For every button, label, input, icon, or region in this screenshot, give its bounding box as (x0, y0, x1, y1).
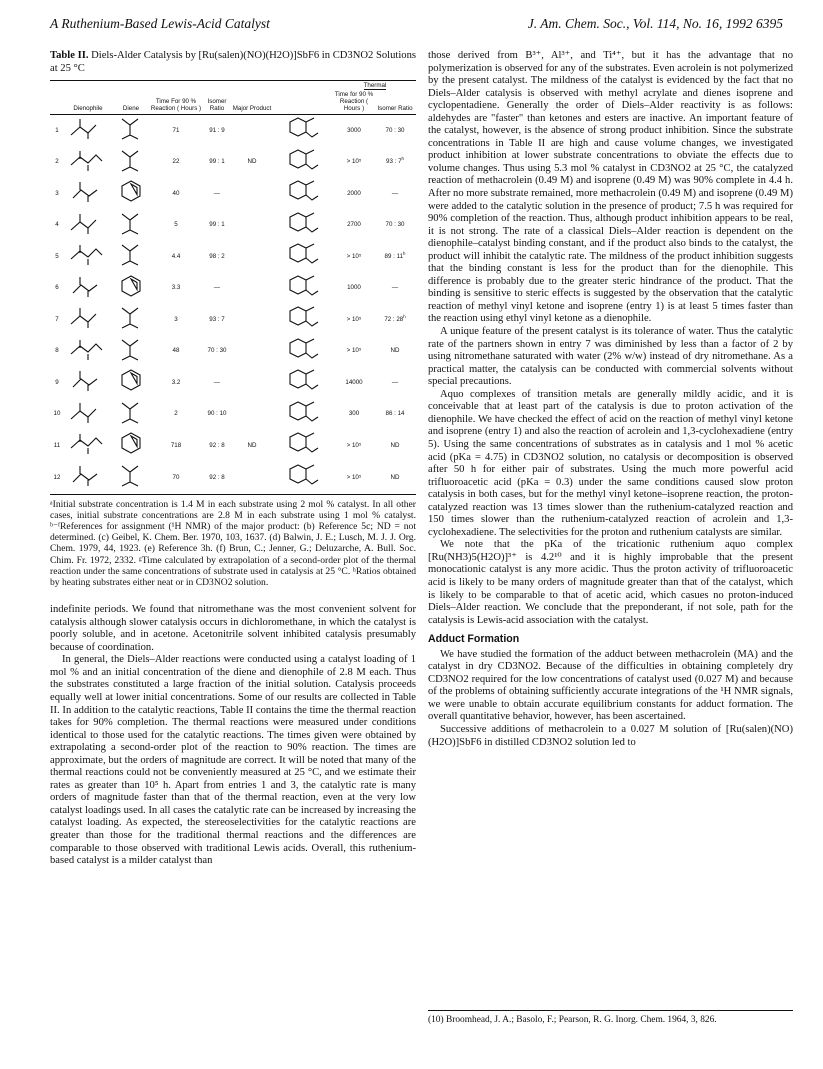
col-cat-time: Time For 90 % Reaction ( Hours ) (150, 90, 202, 115)
dienophile-structure (68, 367, 108, 393)
running-title: A Ruthenium-Based Lewis-Acid Catalyst (50, 16, 270, 31)
catalytic-isomer-ratio: 90 : 10 (207, 410, 227, 418)
diene-cell (112, 336, 150, 368)
dienophile-cell (64, 178, 112, 210)
entry-number: 9 (55, 378, 59, 386)
paragraph: those derived from B³⁺, Al³⁺, and Ti⁴⁺, but it has the advantage that no polymerization is observed for any of the substrates. Even acrolein is not polymerized by the present catalyst. The mildness of the catalyst is evidenced by the fact that no Diels–Alder catalysis is observed with methyl acrylate and dienes isoprene and cyclopentadiene. Generally the order of Diels–Alder reactivity is as follows: aldehydes are "faster" than ketones and esters are inactive. An important feature of the catalyst, however, is the absence of strong product inhibition. Since the substrate concentrations in Table II are high and cause volume changes, we investigated product inhibition at lower substrate concentrations to obviate the effects due to volume changes. Thus using 5.3 mol % catalyst in CD3NO2 at 25 °C, the catalyzed reaction of methacrolein (0.49 M) and isoprene (0.49 M) was 90% complete in 4.4 h. After no more substrate remained, more methacrolein (0.49 M) and isoprene (0.49 M) were added to the catalytic solution in the presence of product; 7.5 h was required for 90% completion of the reaction. Thus, although product inhibition appears to be real, it is not strong. The rate of a classical Diels–Alder reaction is dependent on the dienophile–catalyst binding constant, and if the product also binds to the catalyst, the product will inhibit the catalytic rate. The mildness of the product inhibition suggests that the binding constant is less for the product than for the dienophile. This difference is probably due to the greater steric hindrance of the product. That the binding is sensitive to steric effects is suggested by the observation that the catalytic reaction of methyl vinyl ketone and isoprene (entry 1) is at least 5 times faster than the reaction using ethyl vinyl ketone as a dienophile. (428, 50, 793, 325)
dienophile-cell (64, 147, 112, 179)
catalytic-time: 4.4 (171, 252, 181, 260)
dienophile-structure (68, 115, 108, 141)
catalytic-isomer-ratio: — (213, 378, 221, 386)
right-column (428, 50, 793, 749)
product-structure (286, 178, 320, 204)
catalytic-time: 48 (172, 347, 180, 355)
thermal-ratio-value: ND (390, 441, 400, 449)
product-cell (272, 178, 334, 210)
dienophile-structure (68, 241, 108, 267)
thermal-isomer-ratio (374, 115, 416, 147)
dienophile-cell (64, 273, 112, 305)
product-cell (272, 336, 334, 368)
table-footnote: ᵃInitial substrate concentration is 1.4 M in each substrate using 2 mol % catalyst. In all other cases, initial substrate concentrations are 2.8 M in each substrate using 1 mol % catalyst. ᵇ⁻ᶠReferences for assignment (¹H NMR) of the major product: (b) Reference 5c; ND = not determined. (c) Geibel, K. Chem. Ber. 1970, 103, 1637. (d) Balwin, J. E.; Lusch, M. J. J. Org. Chem. 1979, 44, 1923. (e) Reference 3h. (f) Brun, C.; Jenner, G.; Deluzarche, A. Bull. Soc. Chim. Fr. 1972, 2332. ᵍTime calculated by extrapolation of a second-order plot of the thermal reaction under the same concentrations of substrate used in catalysis at 25 °C. ʰRatios obtained by heating substrates either neat or in CD3NO2 solution. (50, 498, 416, 588)
entry-number: 6 (55, 284, 59, 292)
product-cell (272, 115, 334, 147)
product-cell (272, 367, 334, 399)
paragraph: Aquo complexes of transition metals are generally mildly acidic, and it is conceivable that at least part of the catalysis is due to proton activation of the dienophile. We have checked the effect of acid on the reaction of methyl vinyl ketone and isoprene (entry 1) and also the reaction of acrolein and 1,3-cyclohexadiene (entry 5). Using the same concentrations of substrates as in catalysis and 1 mol % acetic acid (pKa = 4.75) in CD3NO2 solution, no catalysis or decomposition is observed after 50 h for either pair of substrates. Using the much more powerful acid trifluoroacetic acid (pKa = 0.3) under the same conditions caused slow proton catalysis in both cases, but for the methyl vinyl ketone–isoprene reaction, the proton-catalyzed reaction was 13 times slower than the ruthenium-catalyzed reaction and 150 times slower than the ruthenium-catalyzed reaction of acrolein and 1,3-cyclohexadiene. The selectivities for the proton and ruthenium catalysts are similar. (428, 388, 793, 538)
diene-structure (118, 241, 144, 267)
diene-structure (118, 462, 144, 488)
dienophile-structure (68, 304, 108, 330)
diene-cell (112, 241, 150, 273)
paragraph: A unique feature of the present catalyst is its tolerance of water. Thus the catalytic rate of the partners shown in entry 7 was diminished by less than a factor of 2 by using nitromethane saturated with water (2% w/w) instead of dry nitromethane. As a practical matter, the catalysis can be conducted with commercial solvents without special precautions. (428, 326, 793, 388)
product-structure (286, 336, 320, 362)
catalytic-time: 2 (174, 410, 178, 418)
product-structure (286, 430, 320, 456)
diene-cell (112, 115, 150, 147)
paragraph: We note that the pKa of the tricationic ruthenium aquo complex [Ru(NH3)5(H2O)]³⁺ is 4.2¹⁰ and it is highly improbable that the present monocationic catalyst is any more acidic. Thus the proton activity of trifluoroacetic acid is likely to be many orders of magnitude greater than that of the catalyst, which is likely to be comparable to that of acetic acid, which casues no proton-induced Diels–Alder reaction. We conclude that the preponderant, if not sole, path for the catalysis is Lewis-acid association with the catalyst. (428, 539, 793, 626)
major-product-label (232, 304, 272, 336)
journal-citation: J. Am. Chem. Soc., Vol. 114, No. 16, 1992 6395 (527, 16, 783, 31)
col-therm-time: Time for 90 % Reaction ( Hours ) (334, 90, 374, 115)
major-product-label (232, 399, 272, 431)
entry-number: 4 (55, 221, 59, 229)
major-product-label (232, 336, 272, 368)
diene-structure (118, 336, 144, 362)
footnote-10: (10) Broomhead, J. A.; Basolo, F.; Pearson, R. G. Inorg. Chem. 1964, 3, 826. (428, 1010, 793, 1026)
paragraph: indefinite periods. We found that nitromethane was the most convenient solvent for catalysis although slower catalysis occurs in dichloromethane, in which the catalyst is poorly soluble, and in acetone. Acetonitrile solvent inhibited catalysis presumably because of coordination. (50, 604, 416, 653)
catalytic-isomer-ratio: 93 : 7 (209, 315, 225, 323)
product-cell (272, 462, 334, 494)
dienophile-structure (68, 336, 108, 362)
table-row (50, 147, 416, 179)
major-product-label: ND (247, 441, 257, 449)
thermal-time: > 10⁵ (346, 441, 362, 449)
catalytic-time: 71 (172, 126, 180, 134)
dienophile-structure (68, 273, 108, 299)
left-column (50, 50, 416, 868)
diene-structure (118, 115, 144, 141)
thermal-ratio-value: ND (390, 473, 400, 481)
major-product-label (232, 115, 272, 147)
product-structure (286, 304, 320, 330)
product-cell (272, 241, 334, 273)
entry-number: 8 (55, 347, 59, 355)
entry-number: 2 (55, 158, 59, 166)
thermal-ratio-value: 93 : 7 (386, 158, 402, 166)
thermal-isomer-ratio (374, 430, 416, 462)
dienophile-structure (68, 462, 108, 488)
thermal-group-header: Thermal (363, 82, 387, 89)
product-structure (286, 462, 320, 488)
thermal-isomer-ratio (374, 178, 416, 210)
dienophile-cell (64, 241, 112, 273)
thermal-time: 3000 (347, 126, 361, 134)
entry-number: 3 (55, 189, 59, 197)
entry-number: 12 (50, 462, 64, 494)
thermal-ratio-value: — (391, 189, 399, 197)
dienophile-structure (68, 430, 108, 456)
catalytic-isomer-ratio: 92 : 8 (209, 441, 225, 449)
paragraph: Successive additions of methacrolein to a 0.027 M solution of [Ru(salen)(NO)(H2O)]SbF6 in distilled CD3NO2 solution led to (428, 723, 793, 748)
major-product-label: ND (247, 158, 257, 166)
catalytic-isomer-ratio: 91 : 9 (209, 126, 225, 134)
catalytic-isomer-ratio: 92 : 8 (202, 462, 232, 494)
section-heading: Adduct Formation (428, 633, 520, 646)
thermal-ratio-value: — (391, 284, 399, 292)
diene-structure (118, 399, 144, 425)
catalytic-isomer-ratio: — (213, 189, 221, 197)
catalytic-isomer-ratio: 70 : 30 (207, 347, 227, 355)
entry-number: 7 (55, 315, 59, 323)
diene-structure (118, 367, 144, 393)
dienophile-cell (64, 430, 112, 462)
thermal-isomer-ratio (374, 273, 416, 305)
product-cell (272, 210, 334, 242)
footnote-marker: h (403, 250, 406, 256)
major-product-label (232, 367, 272, 399)
left-text (50, 604, 416, 867)
thermal-isomer-ratio (374, 367, 416, 399)
footnote-marker: h (401, 155, 404, 161)
dienophile-cell (64, 462, 112, 494)
dienophile-cell (64, 210, 112, 242)
diene-structure (118, 304, 144, 330)
product-cell (272, 147, 334, 179)
diene-structure (118, 210, 144, 236)
product-cell (272, 304, 334, 336)
thermal-ratio-value: 86 : 14 (385, 410, 405, 418)
table-label: Table II. (50, 50, 89, 61)
catalytic-time: 40 (172, 189, 180, 197)
col-cat-ratio: Isomer Ratio (202, 90, 232, 115)
thermal-time: > 10⁵ (346, 315, 362, 323)
table-row (50, 336, 416, 368)
dienophile-structure (68, 147, 108, 173)
dienophile-structure (68, 399, 108, 425)
diene-cell (112, 430, 150, 462)
table-row (50, 273, 416, 305)
dienophile-cell (64, 304, 112, 336)
thermal-ratio-value: 72 : 28 (384, 315, 404, 323)
diene-cell (112, 367, 150, 399)
thermal-isomer-ratio (374, 336, 416, 368)
paragraph: In general, the Diels–Alder reactions were conducted using a catalyst loading of 1 mol % and an initial concentration of the diene and dienophile of 2.8 M each. Thus the substrates constituted a large fraction of the initial solution. Catalysis proceeds equally well at lower initial concentrations. Some of our results are collected in Table II. In addition to the catalytic reactions, Table II contains the time the thermal reaction takes for 90% completion. The thermal reactions were measured under conditions identical to those used for the catalytic reactions. The times given were obtained by extrapolating a second-order plot of the reaction to 90% reaction. The times are approximate, but the orders of magnitude are correct. It will be noted that many of the thermal reactions could not be conveniently measured at 25 °C, and we estimate their rates as greater than 10⁵ h. Apart from entries 1 and 3, the catalytic rate is many orders of magnitude faster than that of the thermal reaction, even at the very low catalyst loadings used. In all cases the catalytic rate can be increased by increasing the catalyst loading. As expected, the stereoselectivities for the catalytic reactions are greater than those for the traditional thermal reactions and the differences are comparable to those observed with traditional Lewis acids. Overall, this ruthenium-based catalyst is a milder catalyst than (50, 654, 416, 867)
product-structure (286, 241, 320, 267)
thermal-isomer-ratio (374, 304, 416, 336)
product-structure (286, 273, 320, 299)
footnote-marker: h (403, 313, 406, 319)
dienophile-cell (64, 399, 112, 431)
entry-number: 5 (55, 252, 59, 260)
entry-number: 11 (53, 441, 61, 449)
catalytic-isomer-ratio: 99 : 1 (209, 158, 225, 166)
thermal-time: > 10⁵ (346, 252, 362, 260)
table-row (50, 241, 416, 273)
thermal-time: > 10⁵ (346, 158, 362, 166)
thermal-time: 2000 (347, 189, 361, 197)
dienophile-structure (68, 178, 108, 204)
catalytic-isomer-ratio: 99 : 1 (209, 221, 225, 229)
diene-cell (112, 399, 150, 431)
diene-structure (118, 147, 144, 173)
dienophile-cell (64, 115, 112, 147)
col-diene: Diene (112, 90, 150, 115)
entry-number: 1 (55, 126, 59, 134)
catalytic-time: 718 (170, 441, 182, 449)
thermal-time: 300 (348, 410, 360, 418)
thermal-ratio-value: 70 : 30 (385, 221, 405, 229)
thermal-ratio-value: 89 : 11 (384, 252, 404, 260)
thermal-isomer-ratio (374, 462, 416, 494)
product-cell (272, 430, 334, 462)
major-product-label (232, 210, 272, 242)
table-row (50, 178, 416, 210)
diene-cell (112, 304, 150, 336)
catalytic-time: 5 (174, 221, 178, 229)
thermal-ratio-value: ND (390, 347, 400, 355)
catalytic-isomer-ratio: — (213, 284, 221, 292)
product-structure (286, 399, 320, 425)
thermal-isomer-ratio (374, 210, 416, 242)
diene-structure (118, 273, 144, 299)
thermal-time: 14000 (345, 378, 363, 386)
thermal-time: 2700 (347, 221, 361, 229)
dienophile-cell (64, 367, 112, 399)
col-major-product: Major Product (232, 90, 272, 115)
col-therm-ratio: Isomer Ratio (374, 90, 416, 115)
dienophile-cell (64, 336, 112, 368)
col-dienophile: Dienophile (64, 90, 112, 115)
table-row (50, 367, 416, 399)
product-structure (286, 210, 320, 236)
thermal-time: > 10⁵ (346, 347, 362, 355)
table-caption (50, 50, 416, 75)
product-structure (286, 115, 320, 141)
diene-cell (112, 147, 150, 179)
product-cell (272, 273, 334, 305)
table-caption-text: Diels-Alder Catalysis by [Ru(salen)(NO)(H2O)]SbF6 in CD3NO2 Solutions at 25 °C (50, 50, 416, 74)
thermal-isomer-ratio (374, 147, 416, 179)
thermal-isomer-ratio (374, 399, 416, 431)
major-product-label (232, 462, 272, 494)
thermal-ratio-value: 70 : 30 (385, 126, 405, 134)
product-structure (286, 367, 320, 393)
table-row (50, 430, 416, 462)
thermal-isomer-ratio (374, 241, 416, 273)
thermal-time: > 10⁵ (334, 462, 374, 494)
major-product-label (232, 178, 272, 210)
dienophile-structure (68, 210, 108, 236)
catalytic-time: 70 (150, 462, 202, 494)
table-row (50, 304, 416, 336)
thermal-time: 1000 (347, 284, 361, 292)
product-structure (286, 147, 320, 173)
table-row (50, 115, 416, 147)
major-product-label (232, 273, 272, 305)
table-row (50, 462, 416, 494)
diene-cell (112, 462, 150, 494)
table-row (50, 210, 416, 242)
catalytic-time: 3.3 (171, 284, 181, 292)
diene-structure (118, 178, 144, 204)
table-row (50, 399, 416, 431)
thermal-ratio-value: — (391, 378, 399, 386)
diene-structure (118, 430, 144, 456)
catalytic-time: 22 (172, 158, 180, 166)
paragraph: We have studied the formation of the adduct between methacrolein (MA) and the catalyst in dry CD3NO2. Because of the difficulties in obtaining completely dry CD3NO2 required for the low concentrations of catalyst used (0.027 M) and because of the problems of obtaining sufficiently accurate integrations of the ¹H NMR signals, we were unable to obtain accurate equilibrium constants for adduct formation. The overall quantitative behavior, however, has been ascertained. (428, 648, 793, 723)
entry-number: 10 (53, 410, 61, 418)
diene-cell (112, 178, 150, 210)
catalytic-time: 3 (174, 315, 178, 323)
diene-cell (112, 210, 150, 242)
table-ii (50, 80, 416, 495)
catalytic-isomer-ratio: 98 : 2 (209, 252, 225, 260)
product-cell (272, 399, 334, 431)
diene-cell (112, 273, 150, 305)
major-product-label (232, 241, 272, 273)
catalytic-time: 3.2 (171, 378, 181, 386)
